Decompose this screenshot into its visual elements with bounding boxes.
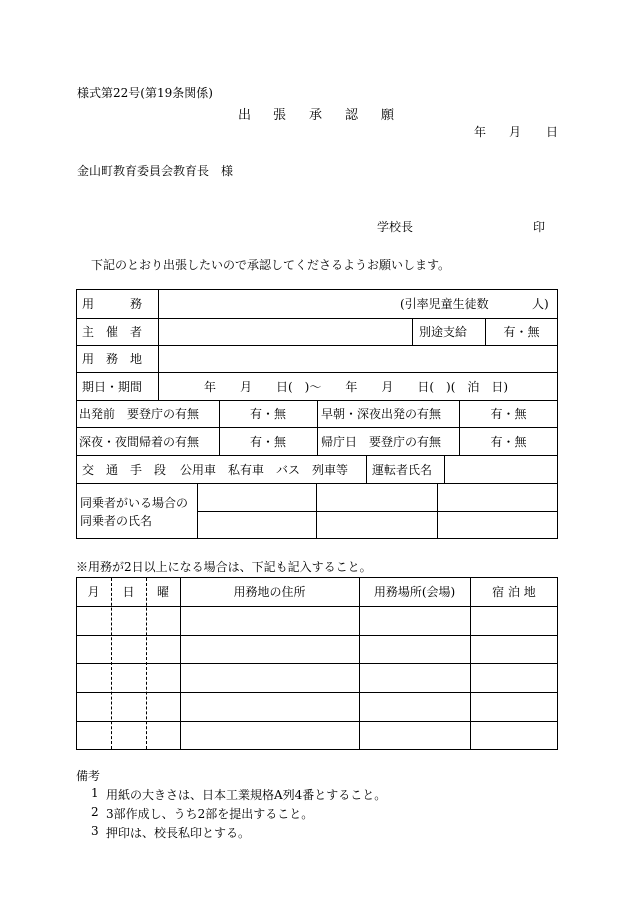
- header-venue: 用務場所(会場): [373, 585, 456, 599]
- period-input[interactable]: 年 月 日( )～ 年 月 日( )( 泊 日): [204, 379, 509, 394]
- transport-label: 交 通 手 段: [82, 462, 167, 477]
- multi-day-note: ※用務が2日以上になる場合は、下記も記入すること。: [76, 560, 372, 574]
- students-unit: 人): [532, 297, 549, 311]
- remark-number: 3: [91, 824, 99, 838]
- pre-departure-choice[interactable]: 有・無: [249, 407, 286, 421]
- table-row[interactable]: [77, 636, 557, 662]
- table-row[interactable]: [77, 664, 557, 691]
- passenger-input[interactable]: [318, 513, 435, 537]
- header-address: 用務地の住所: [233, 585, 306, 599]
- remarks-title: 備考: [76, 769, 101, 783]
- table-row[interactable]: [77, 722, 557, 749]
- driver-label: 運転者氏名: [372, 462, 433, 477]
- organizer-label: 主 催 者: [82, 325, 143, 339]
- passenger-input[interactable]: [439, 513, 556, 537]
- form-number: 様式第22号(第19条関係): [77, 86, 213, 100]
- addressee: 金山町教育委員会教育長 様: [77, 164, 234, 178]
- passenger-label-2: 同乗者の氏名: [80, 514, 153, 528]
- transport-options[interactable]: 公用車 私有車 バス 列車等: [180, 462, 349, 477]
- title-char: 張: [273, 108, 287, 123]
- remark-text: 押印は、校長私印とする。: [106, 826, 251, 840]
- title-char: 願: [381, 108, 395, 123]
- header-lodging: 宿 泊 地: [492, 585, 536, 599]
- students-note: (引率児童生徒数: [400, 297, 489, 311]
- title-char: 出: [238, 108, 252, 123]
- organizer-input[interactable]: [162, 319, 407, 344]
- request-text: 下記のとおり出張したいので承認してくださるようお願いします。: [91, 258, 451, 272]
- date-day: 日: [546, 125, 559, 139]
- title-char: 承: [309, 108, 323, 123]
- seal-mark: 印: [533, 220, 546, 234]
- passenger-label-1: 同乗者がいる場合の: [80, 496, 189, 510]
- early-departure-label: 早朝・深夜出発の有無: [321, 407, 442, 421]
- remark-text: 3部作成し、うち2部を提出すること。: [106, 807, 314, 821]
- passenger-input[interactable]: [199, 485, 314, 509]
- passenger-input[interactable]: [318, 485, 435, 509]
- early-departure-choice[interactable]: 有・無: [490, 407, 527, 421]
- table-row[interactable]: [77, 607, 557, 634]
- late-return-label: 深夜・夜間帰着の有無: [79, 434, 200, 449]
- remark-number: 1: [91, 786, 99, 800]
- destination-label: 用 務 地: [82, 352, 143, 366]
- late-return-choice[interactable]: 有・無: [249, 434, 286, 449]
- purpose-label: 用 務: [82, 297, 143, 311]
- period-label: 期日・期間: [82, 379, 143, 394]
- passenger-input[interactable]: [439, 485, 556, 509]
- principal-label: 学校長: [377, 220, 414, 234]
- driver-input[interactable]: [448, 456, 554, 482]
- remark-number: 2: [91, 805, 99, 819]
- separate-pay-label: 別途支給: [419, 325, 468, 339]
- destination-input[interactable]: [162, 346, 554, 371]
- passenger-input[interactable]: [199, 513, 314, 537]
- purpose-input[interactable]: [162, 290, 392, 317]
- header-weekday: 曜: [156, 585, 169, 599]
- separate-pay-choice[interactable]: 有・無: [503, 325, 540, 339]
- title-char: 認: [345, 108, 359, 123]
- date-month: 月: [509, 125, 522, 139]
- remark-text: 用紙の大きさは、日本工業規格A列4番とすること。: [106, 788, 387, 802]
- header-month: 月: [87, 585, 100, 599]
- date-year: 年: [474, 125, 487, 139]
- table-row[interactable]: [77, 693, 557, 720]
- return-day-label: 帰庁日 要登庁の有無: [321, 434, 442, 449]
- header-day: 日: [122, 585, 135, 599]
- return-day-choice[interactable]: 有・無: [490, 434, 527, 449]
- pre-departure-label: 出発前 要登庁の有無: [79, 407, 200, 421]
